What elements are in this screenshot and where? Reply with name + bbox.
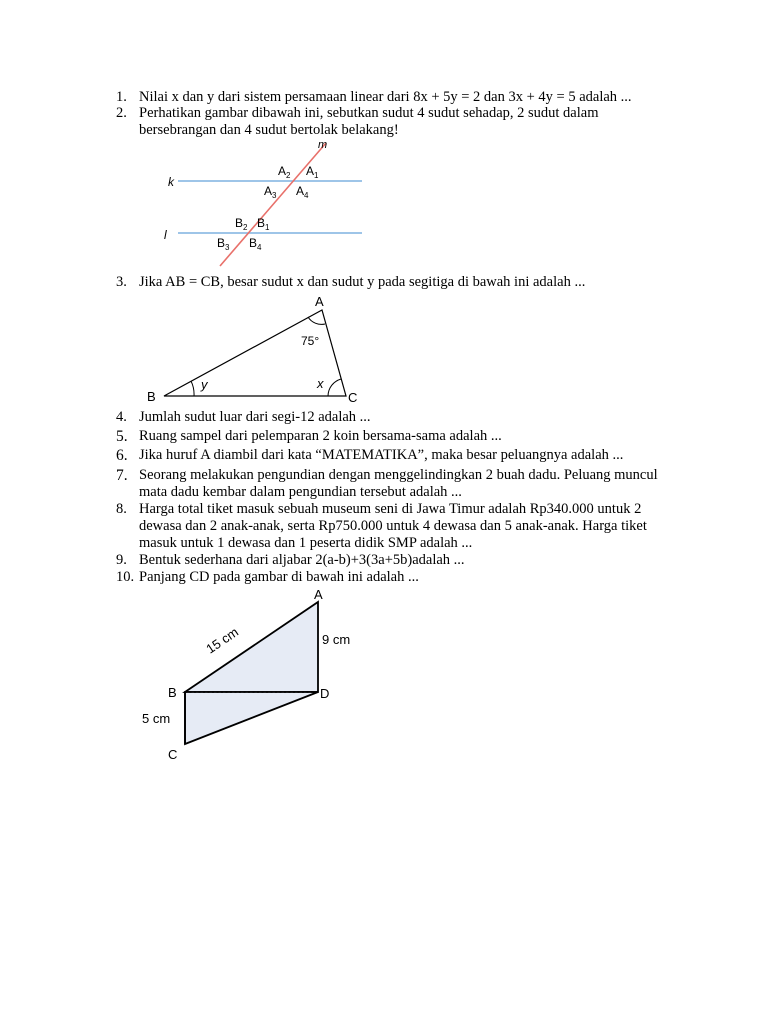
label-A1: $A_1$ <box>306 164 319 180</box>
question-9 <box>116 552 676 569</box>
parallel-lines-figure <box>150 138 380 270</box>
question-text: Jumlah sudut luar dari segi-12 adalah ... <box>139 409 371 425</box>
lower-triangle <box>185 692 318 744</box>
label-B1: $B_1$ <box>257 216 270 232</box>
question-4 <box>116 409 676 426</box>
question-number: 2. <box>116 105 127 121</box>
question-1 <box>116 89 676 106</box>
angle-y-label: y <box>201 377 208 392</box>
question-6 <box>116 447 676 464</box>
angle-x-label: x <box>317 376 324 391</box>
vertex-a-label: A <box>315 294 324 309</box>
question-number: 1. <box>116 89 127 105</box>
question-8 <box>116 501 676 552</box>
label-B2: $B_2$ <box>235 216 248 232</box>
question-text: Harga total tiket masuk sebuah museum seni di Jawa Timur adalah Rp340.000 untuk 2 dewasa dan 2 anak-anak, serta Rp750.000 untuk 4 dewasa dan 5 anak-anak. Harga tiket masuk untuk 1 dewasa dan 1 peserta didik SMP adalah ... <box>139 501 647 551</box>
question-number: 9. <box>116 552 127 568</box>
angle-a-label: 75° <box>301 334 320 348</box>
angle-arc-b <box>191 381 194 396</box>
question-5 <box>116 428 676 445</box>
question-3 <box>116 274 676 291</box>
vertex-b-label: B <box>168 685 177 700</box>
label-B4: $B_4$ <box>249 236 262 252</box>
transversal-m <box>220 143 326 266</box>
label-k: k <box>168 175 174 189</box>
label-A4: $A_4$ <box>296 184 309 200</box>
question-text: Bentuk sederhana dari aljabar 2(a-b)+3(3a+5b)adalah ... <box>139 552 465 568</box>
question-number: 10. <box>116 569 135 585</box>
trapezoid-figure <box>132 584 364 764</box>
question-number: 5. <box>116 428 128 445</box>
question-text: Perhatikan gambar dibawah ini, sebutkan sudut 4 sudut sehadap, 2 sudut dalam bersebrangan dan 4 sudut bertolak belakang! <box>139 105 599 138</box>
label-A2: $A_2$ <box>278 164 291 180</box>
question-2 <box>116 105 676 139</box>
angle-arc-a <box>308 317 325 324</box>
vertex-a-label: A <box>314 587 323 602</box>
vertex-c-label: C <box>348 390 358 405</box>
label-l: l <box>164 228 167 242</box>
question-number: 7. <box>116 467 128 484</box>
question-7 <box>116 467 676 501</box>
question-text: Ruang sampel dari pelemparan 2 koin bersama-sama adalah ... <box>139 428 502 444</box>
question-number: 4. <box>116 409 127 425</box>
question-number: 6. <box>116 447 128 464</box>
label-m: m <box>318 139 328 151</box>
vertex-b-label: B <box>147 389 156 404</box>
vertex-c-label: C <box>168 747 178 762</box>
length-bc-label: 5 cm <box>142 711 171 726</box>
question-number: 8. <box>116 501 127 517</box>
question-number: 3. <box>116 274 127 290</box>
question-text: Panjang CD pada gambar di bawah ini adalah ... <box>139 569 419 585</box>
label-B3: $B_3$ <box>217 236 230 252</box>
vertex-d-label: D <box>320 686 330 701</box>
triangle-figure <box>140 290 370 408</box>
angle-arc-c <box>328 379 341 396</box>
length-ad-label: 9 cm <box>322 632 351 647</box>
question-text: Jika AB = CB, besar sudut x dan sudut y pada segitiga di bawah ini adalah ... <box>139 274 586 290</box>
question-text: Jika huruf A diambil dari kata “MATEMATIKA”, maka besar peluangnya adalah ... <box>139 447 624 463</box>
length-ab-label: 15 cm <box>203 624 242 657</box>
question-text: Seorang melakukan pengundian dengan menggelindingkan 2 buah dadu. Peluang muncul mata dadu kembar dalam pengundian tersebut adalah ... <box>139 467 658 500</box>
question-text: Nilai x dan y dari sistem persamaan linear dari 8x + 5y = 2 dan 3x + 4y = 5 adalah ... <box>139 89 632 105</box>
label-A3: $A_3$ <box>264 184 277 200</box>
